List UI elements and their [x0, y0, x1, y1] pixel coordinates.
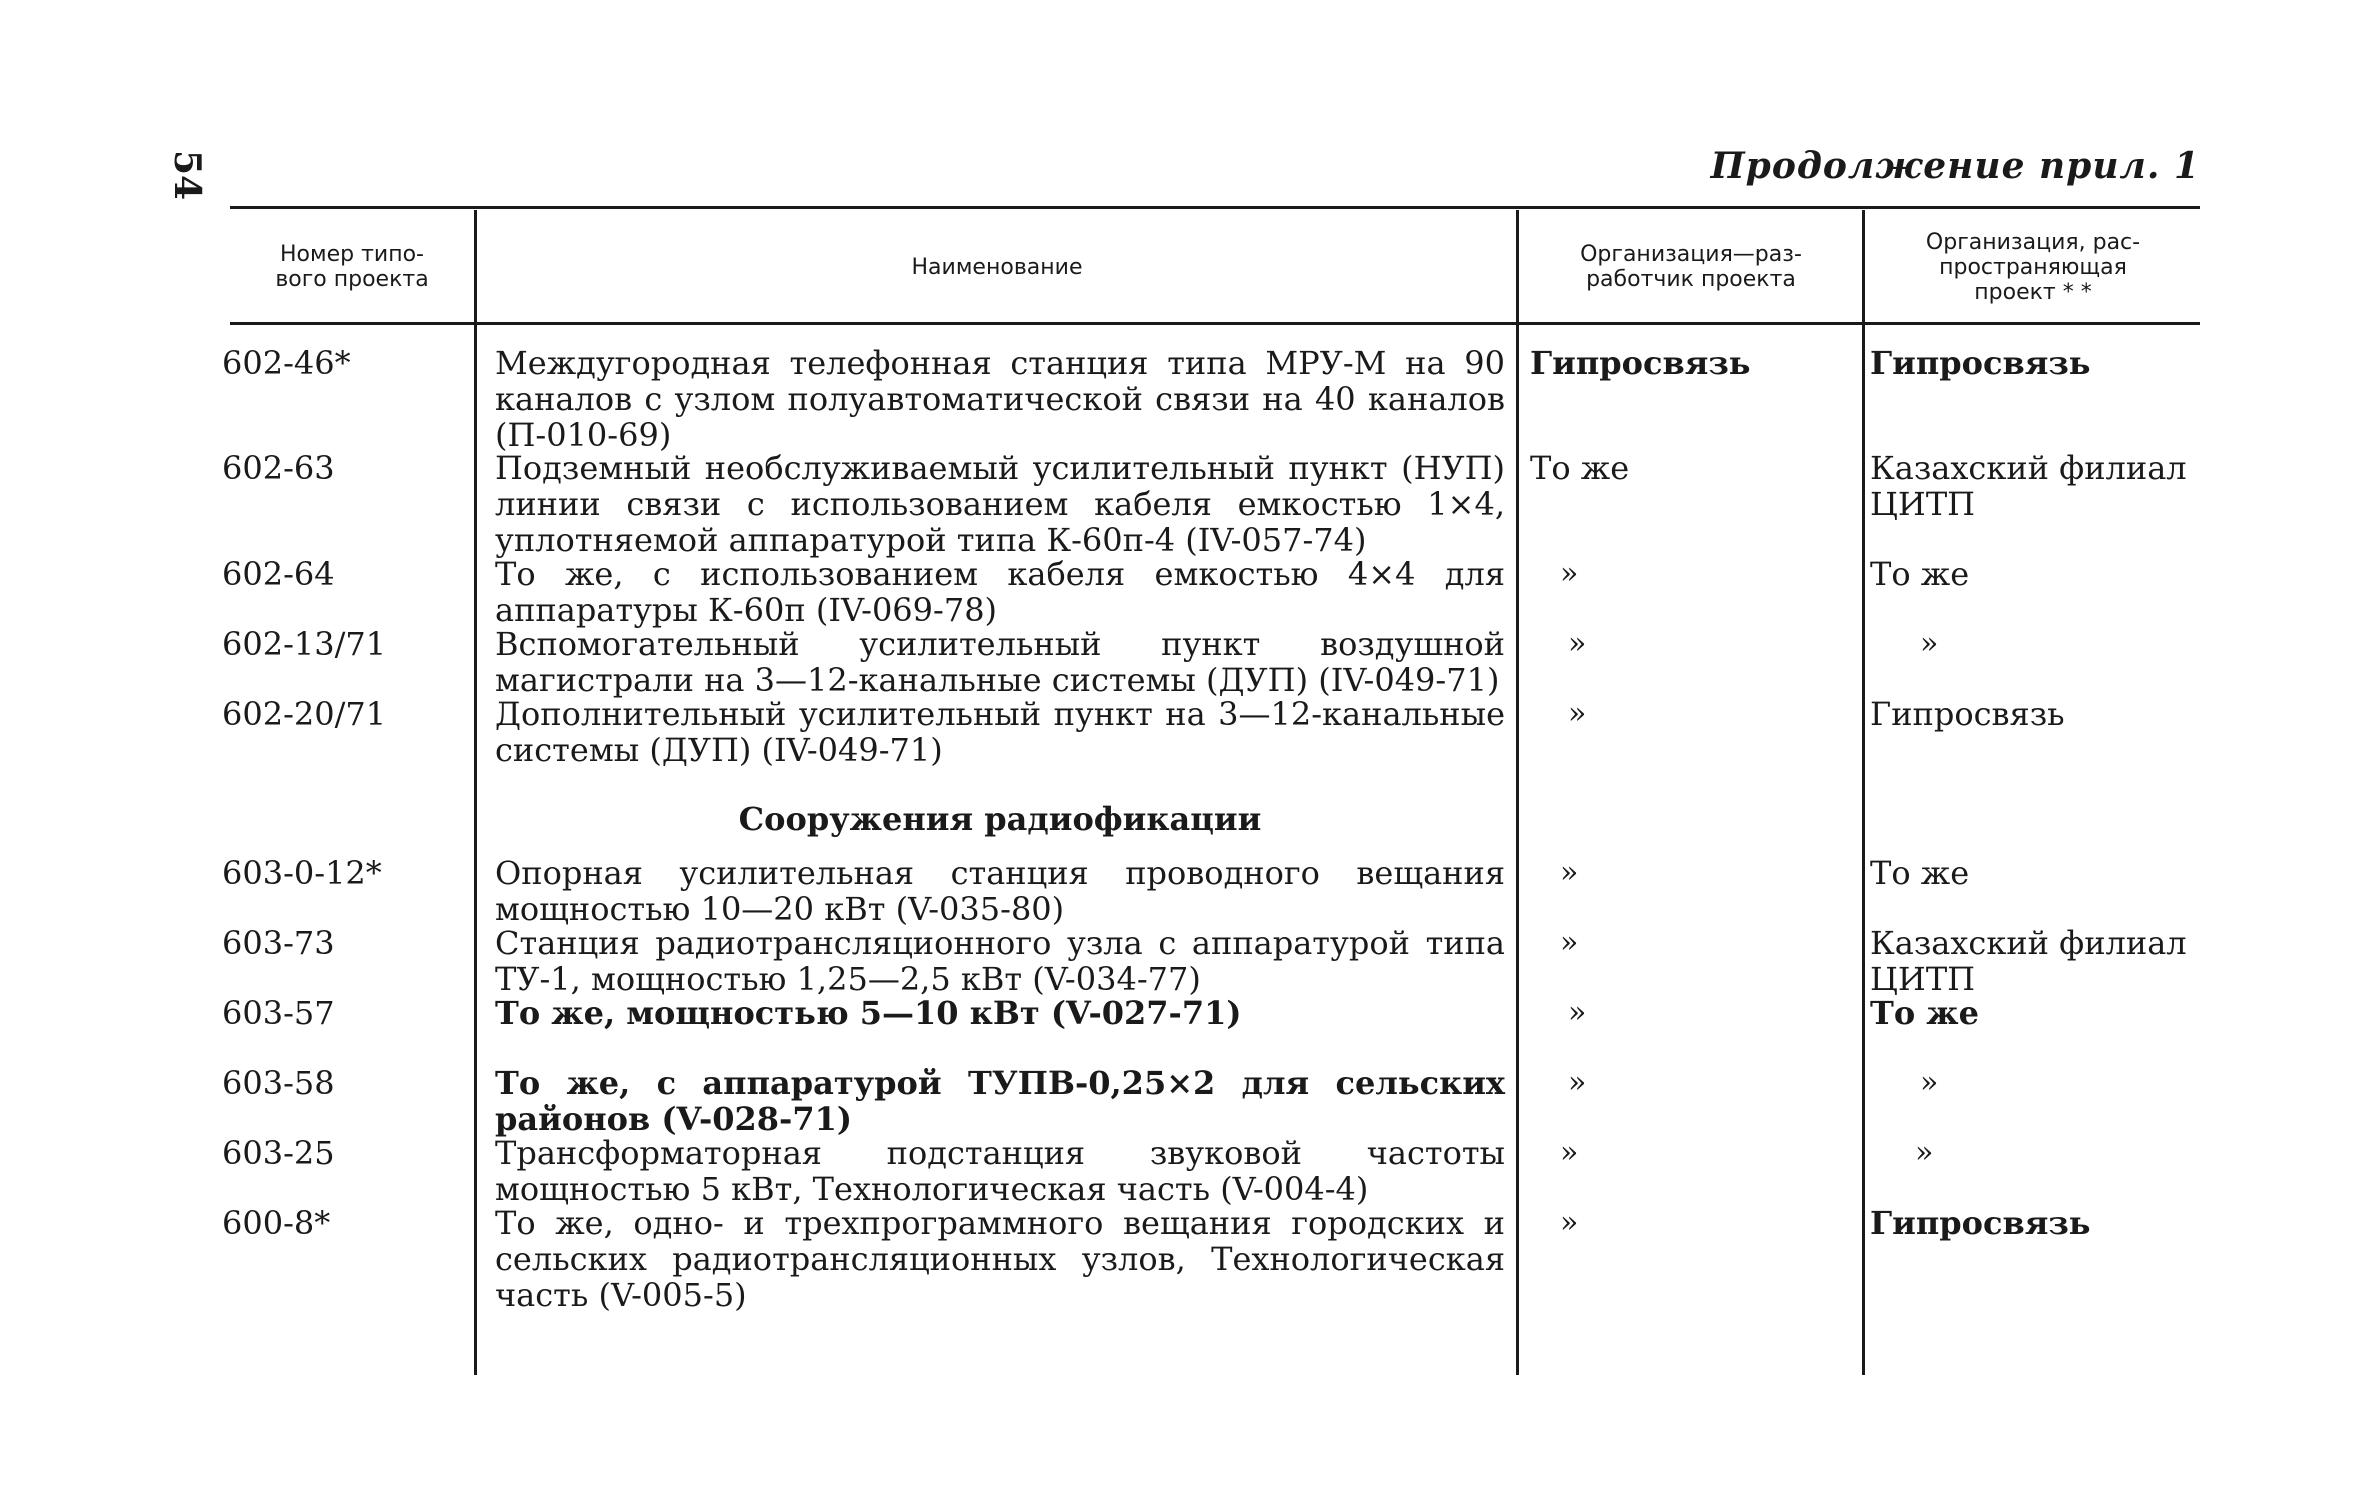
header-name: Наименование — [911, 254, 1083, 280]
row-distributor: » — [1920, 626, 1939, 661]
row-name: То же, с использованием кабеля емкостью 4×4 для аппаратуры К-60п (IV-069-78) — [495, 555, 1505, 629]
column-divider-3 — [1862, 210, 1865, 1375]
row-developer: » — [1560, 1205, 1579, 1240]
row-project-number: 600-8* — [222, 1204, 331, 1242]
row-project-number: 602-63 — [222, 449, 335, 487]
row-project-number: 602-20/71 — [222, 695, 387, 733]
row-project-number: 602-46* — [222, 344, 351, 382]
row-developer: Гипросвязь — [1530, 344, 1751, 382]
row-project-number: 603-0-12* — [222, 854, 382, 892]
page-number: 54 — [166, 150, 208, 201]
row-name: Дополнительный усилительный пункт на 3—12-канальные системы (ДУП) (IV-049-71) — [495, 695, 1505, 769]
section-title: Сооружения радиофикации — [738, 800, 1262, 838]
row-distributor: То же — [1870, 994, 1979, 1032]
row-name: Междугородная телефонная станция типа МРУ-М на 90 каналов с узлом полуавтоматической связи на 40 каналов (П-010-69) — [495, 344, 1505, 454]
column-divider-1 — [474, 210, 477, 1375]
row-name: Трансформаторная подстанция звуковой частоты мощностью 5 кВт, Технологическая часть (V-004-4) — [495, 1134, 1505, 1208]
row-project-number: 602-64 — [222, 555, 335, 593]
row-developer: » — [1560, 855, 1579, 890]
row-project-number: 603-58 — [222, 1064, 335, 1102]
row-distributor: » — [1915, 1135, 1934, 1170]
row-developer: » — [1568, 626, 1587, 661]
row-distributor: Гипросвязь — [1870, 695, 2065, 733]
row-distributor: Гипросвязь — [1870, 1204, 2091, 1242]
row-distributor: Казахский филиал ЦИТП — [1870, 924, 2187, 998]
row-developer: » — [1568, 696, 1587, 731]
row-project-number: 603-73 — [222, 924, 335, 962]
row-distributor: » — [1920, 1065, 1939, 1100]
table-header-rule — [230, 322, 2200, 325]
row-project-number: 603-25 — [222, 1134, 335, 1172]
table-top-rule — [230, 206, 2200, 209]
row-developer: » — [1560, 925, 1579, 960]
row-distributor: То же — [1870, 555, 1970, 593]
row-developer: » — [1568, 995, 1587, 1030]
row-name: Станция радиотрансляционного узла с аппаратурой типа ТУ-1, мощностью 1,25—2,5 кВт (V-034-77) — [495, 924, 1505, 998]
row-distributor: Казахский филиал ЦИТП — [1870, 449, 2187, 523]
row-developer: То же — [1530, 449, 1630, 487]
continuation-label: Продолжение прил. 1 — [1710, 145, 2200, 187]
header-distributor: Организация, рас- пространяющая проект * * — [1925, 229, 2141, 305]
header-project-number: Номер типо- вого проекта — [275, 242, 429, 292]
row-developer: » — [1568, 1065, 1587, 1100]
row-developer: » — [1560, 556, 1579, 591]
row-project-number: 602-13/71 — [222, 625, 387, 663]
row-name: То же, мощностью 5—10 кВт (V-027-71) — [495, 994, 1242, 1032]
header-developer: Организация—раз- работчик проекта — [1580, 242, 1802, 292]
row-distributor: То же — [1870, 854, 1970, 892]
row-developer: » — [1560, 1135, 1579, 1170]
row-distributor: Гипросвязь — [1870, 344, 2091, 382]
row-name: Подземный необслуживаемый усилительный пункт (НУП) линии связи с использованием кабеля емкостью 1×4, уплотняемой аппаратурой типа К-60п-4 (IV-057-74) — [495, 449, 1505, 559]
column-divider-2 — [1516, 210, 1519, 1375]
row-name: Опорная усилительная станция проводного вещания мощностью 10—20 кВт (V-035-80) — [495, 854, 1505, 928]
row-name: Вспомогательный усилительный пункт воздушной магистрали на 3—12-канальные системы (ДУП) (IV-049-71) — [495, 625, 1505, 699]
row-project-number: 603-57 — [222, 994, 335, 1032]
row-name: То же, с аппаратурой ТУПВ-0,25×2 для сельских районов (V-028-71) — [495, 1064, 1505, 1138]
row-name: То же, одно- и трехпрограммного вещания городских и сельских радиотрансляционных узлов, Технологическая часть (V-005-5) — [495, 1204, 1505, 1314]
